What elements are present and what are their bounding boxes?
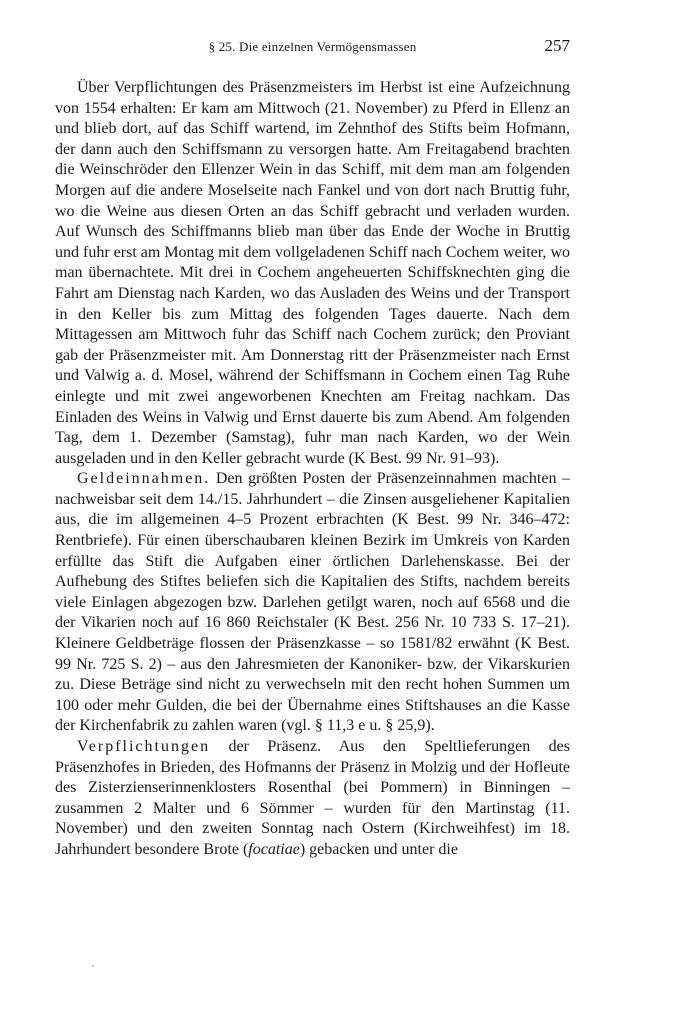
- running-head: [55, 36, 570, 58]
- body-text: [55, 78, 570, 861]
- section-heading-verpflichtungen: Verpflichtungen: [77, 738, 211, 755]
- book-page: [55, 0, 570, 1025]
- section-heading-geldeinnahmen: Geldeinnahmen.: [77, 470, 211, 488]
- page-number: 257: [544, 36, 570, 55]
- stray-ink-mark: [92, 965, 94, 967]
- paragraph-verpflichtungen: [55, 737, 570, 861]
- paragraph-verpflichtungen-text-b: ) gebacken und unter die: [299, 840, 458, 858]
- paragraph-geldeinnahmen-text: Den größten Posten der Präsenzeinnahmen machten – nachweisbar seit dem 14./15. Jahrhundert – die Zinsen ausgeliehener Kapitalien aus, die im allgemeinen 4–5 Prozent erbrachten (K Best. 99 Nr. 346–472: Rentbriefe). Für einen überschaubaren kleinen Bezirk im Umkreis von Karden erfüllte das Stift die Aufgaben einer örtlichen Darlehenskasse. Bei der Aufhebung des Stiftes beliefen sich die Kapitalien des Stifts, nachdem bereits viele Einlagen abgezogen bzw. Darlehen getilgt waren, noch auf 6568 und die der Vikarien noch auf 16 860 Reichstaler (K Best. 256 Nr. 10 733 S. 17–21). Kleinere Geldbeträge flossen der Präsenzkasse – so 1581/82 erwähnt (K Best. 99 Nr. 725 S. 2) – aus den Jahresmieten der Kanoniker- bzw. der Vikarskurien zu. Diese Beträge sind nicht zu verwechseln mit den recht hohen Summen um 100 oder mehr Gulden, die bei der Übernahme eines Stiftshauses an die Kasse der Kirchenfabrik zu zahlen waren (vgl. § 11,3 e u. § 25,9).: [55, 470, 570, 735]
- paragraph-verpflichtungen-text-a: der Präsenz. Aus den Speltlieferungen des Präsenzhofes in Brieden, des Hofmanns der Präsenz in Molzig und der Hofleute des Zisterzienserinnenklosters Rosenthal (bei Pommern) in Binningen – zusammen 2 Malter und 6 Sömmer – wurden für den Martinstag (11. November) und den zweiten Sonntag nach Ostern (Kirchweihfest) im 18. Jahrhundert besondere Brote (: [55, 738, 570, 858]
- paragraph-geldeinnahmen: [55, 469, 570, 737]
- running-title: § 25. Die einzelnen Vermögensmassen: [208, 39, 417, 54]
- latin-term-focatiae: focatiae: [248, 840, 300, 858]
- paragraph-herbst-aufzeichnung: Über Verpflichtungen des Präsenzmeisters im Herbst ist eine Aufzeichnung von 1554 erhalten: Er kam am Mittwoch (21. November) zu Pferd in Ellenz an und blieb dort, auf das Schiff wartend, im Zehnthof des Stifts beim Hofmann, der dann auch den Schiffsmann zu versorgen hatte. Am Freitagabend brachten die Weinschröder den Ellenzer Wein in das Schiff, mit dem man am folgenden Morgen auf die andere Moselseite nach Fankel und von dort nach Bruttig fuhr, wo die Weine aus diesen Orten an das Schiff gebracht und verladen wurden. Auf Wunsch des Schiffmanns blieb man über das Ende der Woche in Bruttig und fuhr erst am Montag mit dem vollgeladenen Schiff nach Cochem weiter, wo man übernachtete. Mit drei in Cochem angeheuerten Schiffsknechten ging die Fahrt am Dienstag nach Karden, wo das Ausladen des Weins und der Transport in den Keller bis zum Mittag des folgenden Tages dauerte. Nach dem Mittagessen am Mittwoch fuhr das Schiff nach Cochem zurück; den Proviant gab der Präsenzmeister mit. Am Donnerstag ritt der Präsenzmeister nach Ernst und Valwig a. d. Mosel, während der Schiffsmann in Cochem einen Tag Ruhe einlegte und mit zwei angeworbenen Knechten am Freitag nachkam. Das Einladen des Weins in Valwig und Ernst dauerte bis zum Abend. Am folgenden Tag, dem 1. Dezember (Samstag), fuhr man nach Karden, wo der Wein ausgeladen und in den Keller gebracht wurde (K Best. 99 Nr. 91–93).: [55, 79, 570, 467]
